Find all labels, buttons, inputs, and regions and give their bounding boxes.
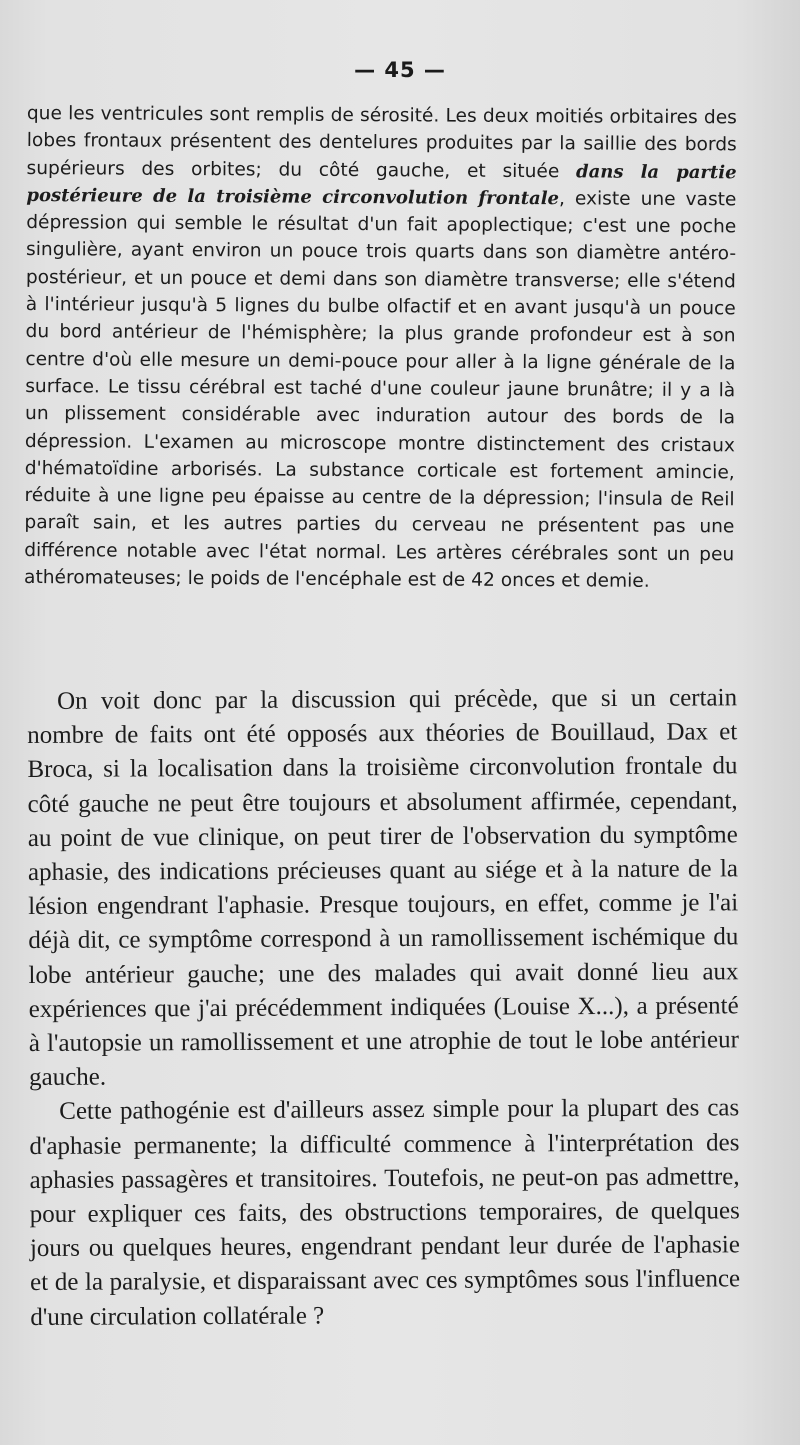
- page-number: — 45 —: [354, 58, 446, 82]
- paragraph-1-end: , existe une vaste dépression qui semble le résultat d'un fait apoplectique; c'est une poche singulière, ayant environ un pouce trois quarts dans son diamètre antéro-postérieur, et un pouce et demi dans son diamètre transverse; elle s'étend à l'intérieur jusqu'à 5 lignes du bulbe olfactif et en avant jusqu'à un pouce du bord antérieur de l'hémisphère; la plus grande profondeur est à son centre d'où elle mesure un demi-pouce pour aller à la ligne générale de la surface. Le tissu cérébral est taché d'une couleur jaune brunâtre; il y a là un plissement considérable avec induration autour des bords de la dépression. L'examen au microscope montre distinctement des cristaux d'hématoïdine arborisés. La substance corticale est fortement amincie, réduite à une ligne peu épaisse au centre de la dépression; l'insula de Reil paraît sain, et les autres parties du cerveau ne présentent pas une différence notable avec l'état normal. Les artères cérébrales sont un peu athéromateuses; le poids de l'encéphale est de 42 onces et demie.: [24, 188, 737, 592]
- paragraph-1-italic: dans la partie postérieure de la troisième circonvolution frontale: [26, 160, 737, 210]
- paragraph-1: [24, 100, 737, 596]
- autopsy-paragraph: [24, 100, 737, 596]
- paragraph-3: Cette pathogénie est d'ailleurs assez simple pour la plupart des cas d'aphasie permanente; la difficulté commence à l'interprétation des aphasies passagères et transitoires. Toutefois, ne peut-on pas admettre, pour expliquer ces faits, des obstructions temporaires, de quelques jours ou quelques heures, engendrant pendant leur durée de l'aphasie et de la paralysie, et disparaissant avec ces symptômes sous l'influence d'une circulation collatérale ?: [29, 1094, 741, 1331]
- paragraph-2: On voit donc par la discussion qui précède, que si un certain nombre de faits ont été opposés aux théories de Bouillaud, Dax et Broca, si la localisation dans la troisième circonvolution frontale du côté gauche ne peut être toujours et absolument affirmée, cependant, au point de vue clinique, on peut tirer de l'observation du symptôme aphasie, des indications précieuses quant au siége et à la nature de la lésion engendrant l'aphasie. Presque toujours, en effet, comme je l'ai déjà dit, ce symptôme correspond à un ramollissement ischémique du lobe antérieur gauche; une des malades qui avait donné lieu aux expériences que j'ai précédemment indiquées (Louise X...), a présenté à l'autopsie un ramollissement et une atrophie de tout le lobe antérieur gauche.: [27, 684, 739, 1092]
- main-text: [27, 681, 740, 1335]
- paragraph-1-start: que les ventricules sont remplis de sérosité. Les deux moitiés orbitaires des lobes frontaux présentent des dentelures produites par la saillie des bords supérieurs des orbites; du côté gauche, et située: [26, 102, 737, 182]
